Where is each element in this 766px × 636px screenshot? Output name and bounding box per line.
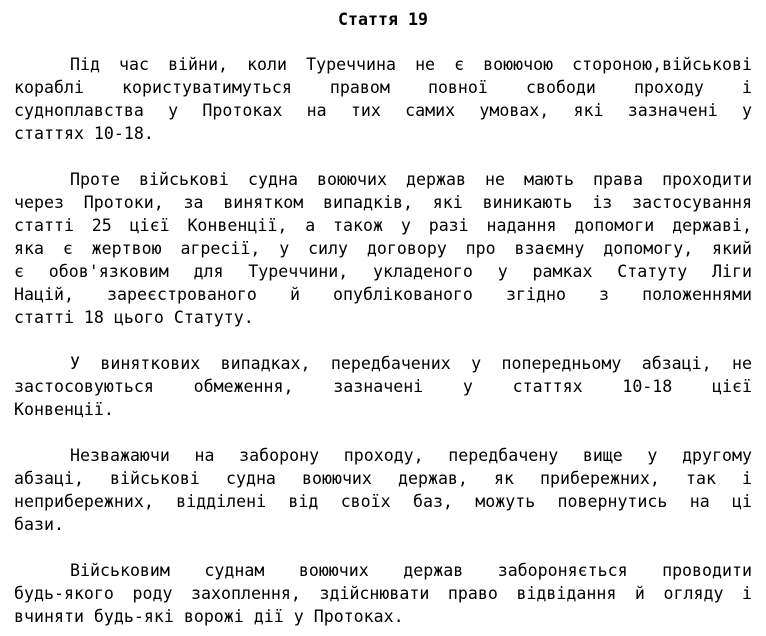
paragraph-line: статтях 10-18. bbox=[14, 124, 154, 143]
paragraph-line: Конвенції. bbox=[14, 400, 114, 419]
paragraph-line: кораблі користуватимуться правом повної свободи проходу і bbox=[14, 78, 752, 97]
paragraph-line: абзаці, військові судна воюючих держав, як прибережних, так і bbox=[14, 469, 752, 488]
paragraph-line: статті 25 цієї Конвенції, а також у разі надання допомоги державі, bbox=[14, 216, 752, 235]
paragraph-2 bbox=[14, 168, 752, 329]
paragraph-line: Націй, зареєстрованого й опублікованого згідно з положеннями bbox=[14, 285, 752, 304]
paragraph-line: Незважаючи на заборону проходу, передбачену вище у другому bbox=[70, 446, 752, 465]
paragraph-line: Проте військові судна воюючих держав не мають права проходити bbox=[70, 170, 752, 189]
paragraph-line: вчиняти будь-які ворожі дії у Протоках. bbox=[14, 607, 404, 626]
paragraph-line: судноплавства у Протоках на тих самих умовах, які зазначені у bbox=[14, 101, 752, 120]
paragraph-line: Військовим суднам воюючих держав забороняється проводити bbox=[70, 561, 752, 580]
paragraph-line: застосовуються обмеження, зазначені у статтях 10-18 цієї bbox=[14, 377, 752, 396]
paragraph-line: є обов'язковим для Туреччини, укладеного у рамках Статуту Ліги bbox=[14, 262, 752, 281]
paragraph-line: через Протоки, за винятком випадків, які виникають із застосування bbox=[14, 193, 752, 212]
paragraph-line: У виняткових випадках, передбачених у попередньому абзаці, не bbox=[70, 354, 752, 373]
document-page bbox=[0, 8, 766, 628]
paragraph-line: будь-якого роду захоплення, здійснювати право відвідання й огляду і bbox=[14, 584, 752, 603]
paragraph-5 bbox=[14, 559, 752, 628]
paragraph-1 bbox=[14, 53, 752, 145]
article-title: Стаття 19 bbox=[338, 10, 428, 29]
paragraph-line: статті 18 цього Статуту. bbox=[14, 308, 254, 327]
paragraph-line: неприбережних, відділені від своїх баз, можуть повернутись на ці bbox=[14, 492, 752, 511]
paragraph-4 bbox=[14, 444, 752, 536]
paragraph-line: Під час війни, коли Туреччина не є воюючою стороною,військові bbox=[70, 55, 752, 74]
paragraph-line: яка є жертвою агресії, у силу договору про взаємну допомогу, який bbox=[14, 239, 752, 258]
paragraph-3 bbox=[14, 352, 752, 421]
paragraph-line: бази. bbox=[14, 515, 64, 534]
